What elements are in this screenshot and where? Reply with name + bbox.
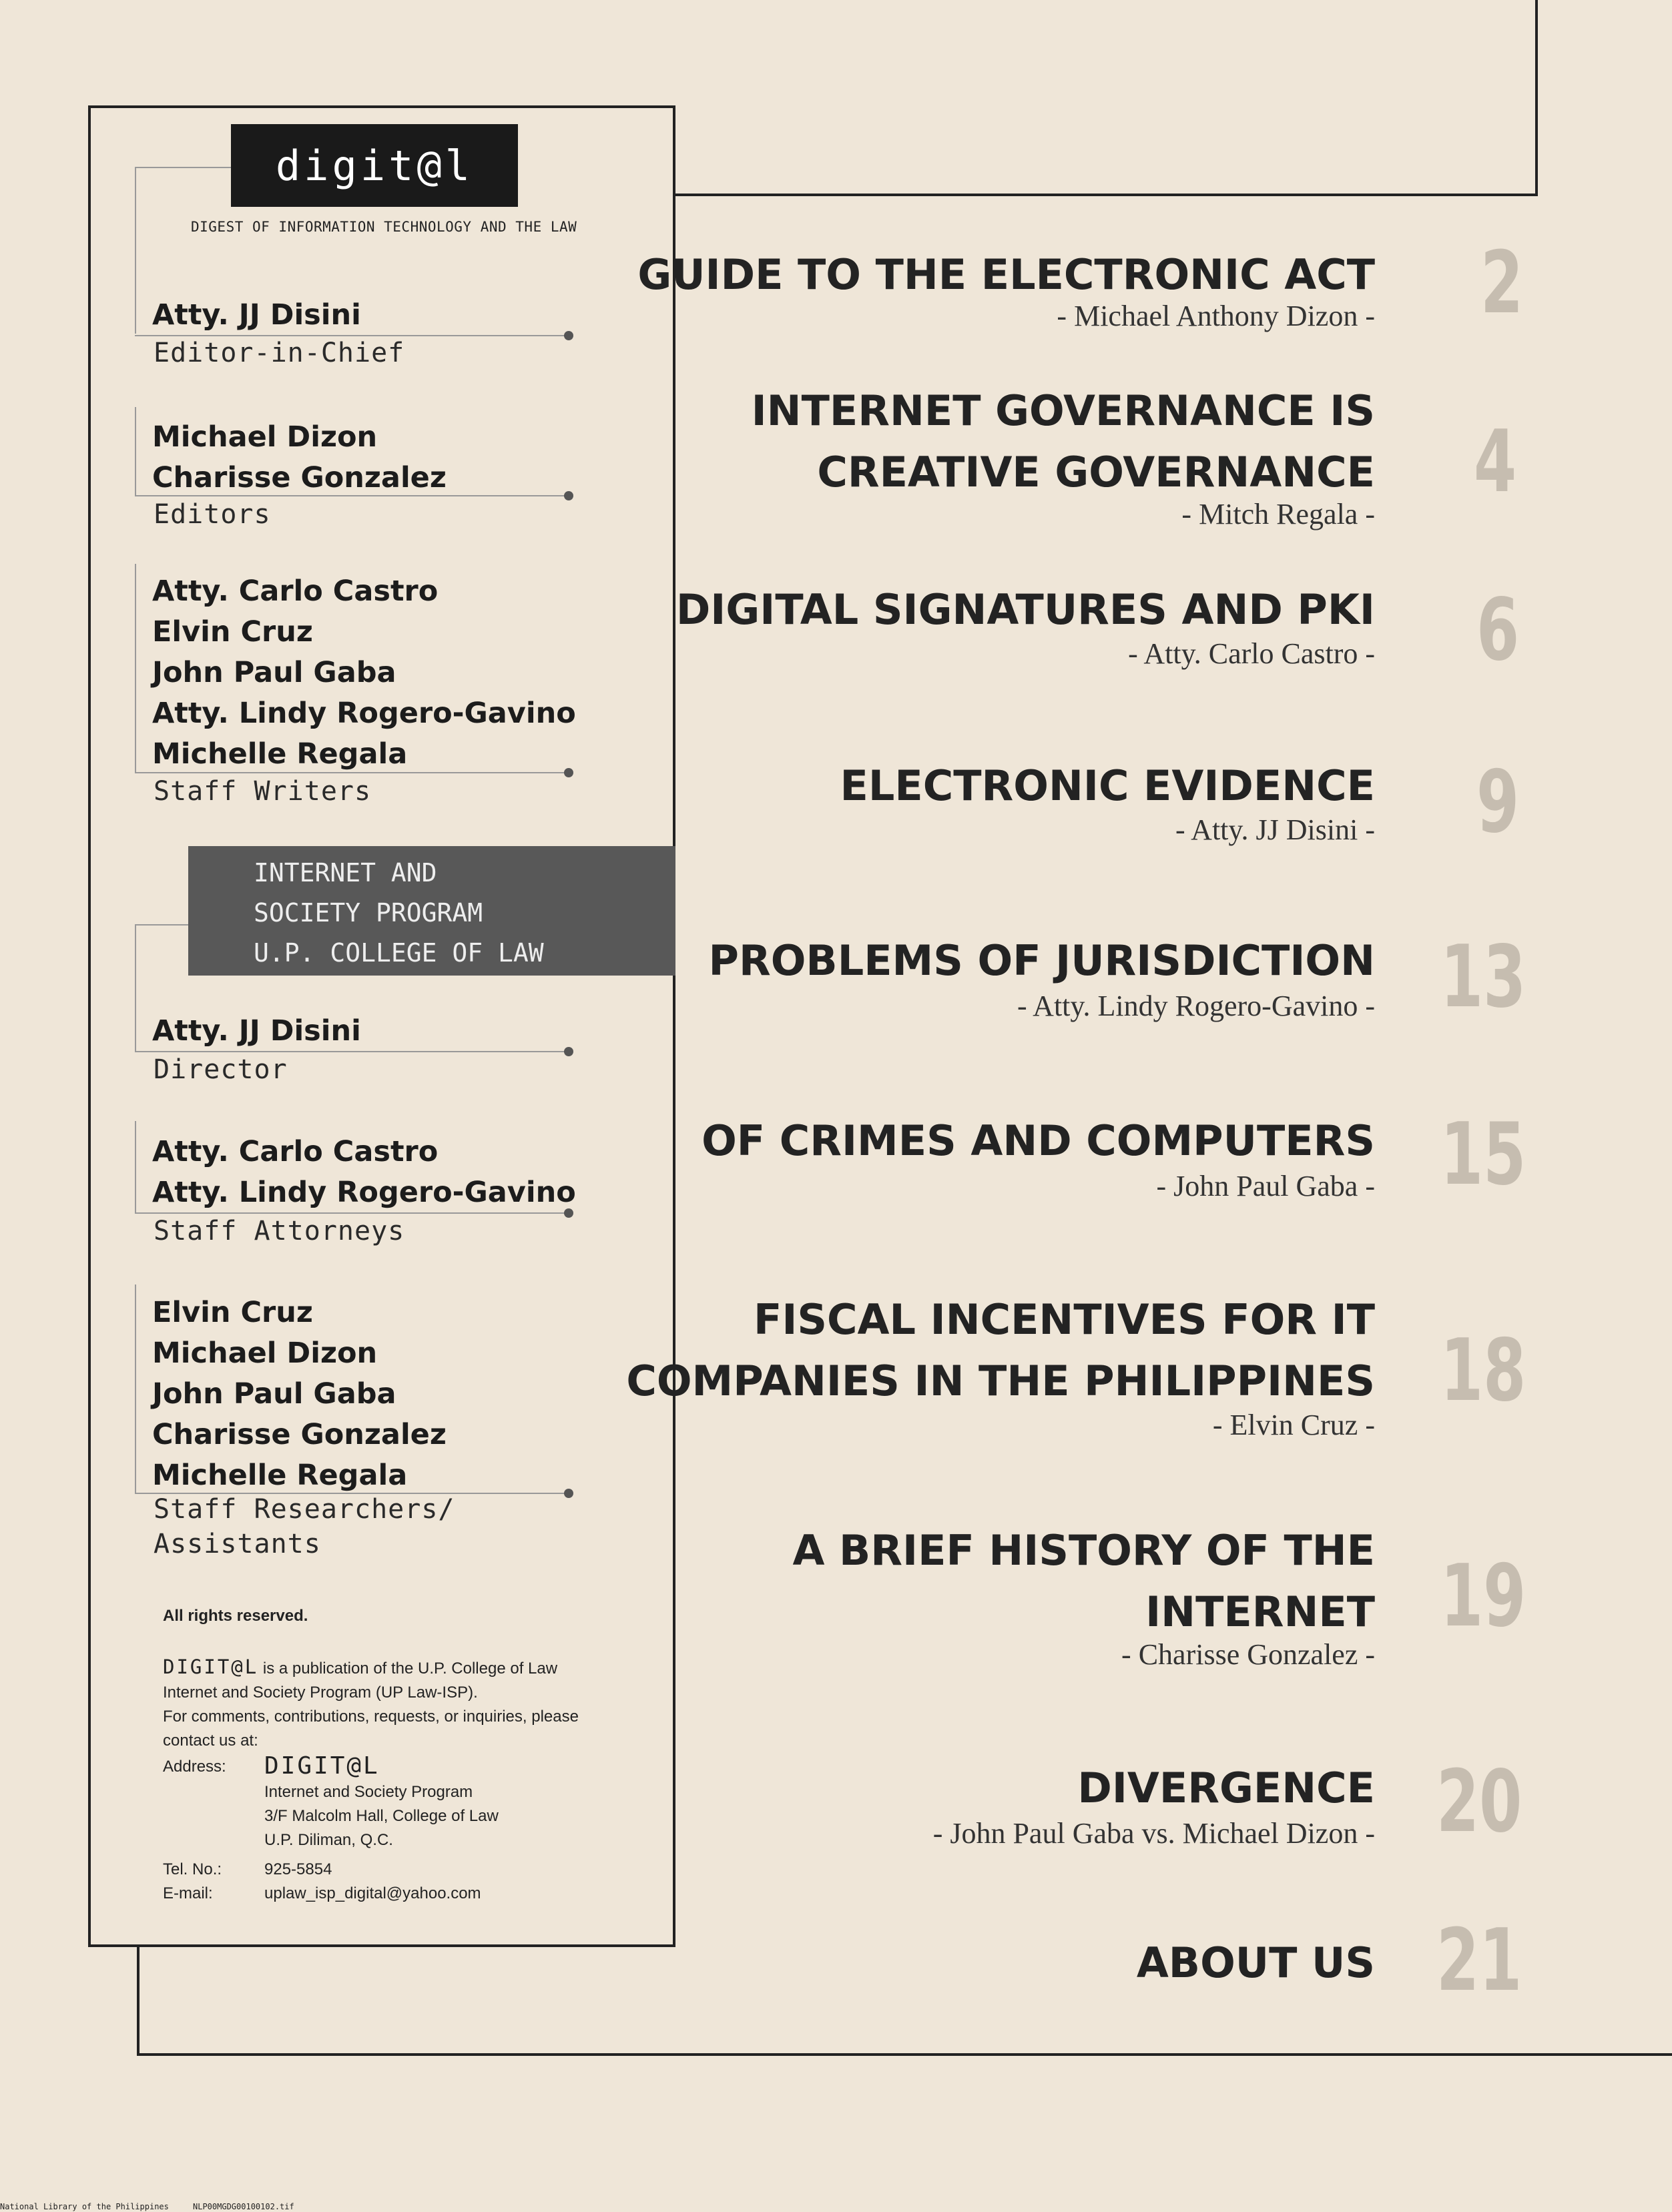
toc-author: - Atty. JJ Disini - <box>1175 813 1375 846</box>
role-line: Assistants <box>154 1529 321 1559</box>
bracket-line <box>135 924 136 1051</box>
toc-title[interactable] <box>702 1110 1375 1172</box>
bracket-line <box>135 1284 136 1493</box>
publication-line: For comments, contributions, requests, or inquiries, please <box>163 1708 579 1726</box>
toc-page-number: 15 <box>1440 1105 1526 1204</box>
email-label: E-mail: <box>163 1884 213 1902</box>
bracket-line <box>135 924 188 926</box>
toc-title-line: A BRIEF HISTORY OF THE <box>792 1526 1375 1575</box>
digital-logo <box>231 124 518 207</box>
toc-page-number: 4 <box>1474 412 1517 512</box>
toc-title-line: INTERNET GOVERNANCE IS <box>751 386 1375 435</box>
staff-name: Atty. Lindy Rogero-Gavino <box>152 1176 576 1209</box>
staff-name: Charisse Gonzalez <box>152 1418 447 1451</box>
toc-author: - Charisse Gonzalez - <box>1121 1638 1375 1671</box>
rights-notice: All rights reserved. <box>163 1607 308 1625</box>
toc-title[interactable] <box>626 1289 1375 1412</box>
bullet-dot <box>564 1047 573 1056</box>
scan-library: National Library of the Philippines <box>0 2202 169 2211</box>
address-line: U.P. Diliman, Q.C. <box>264 1831 393 1849</box>
staff-name: Michael Dizon <box>152 1337 378 1370</box>
toc-page-number: 19 <box>1440 1547 1526 1646</box>
program-staff-names <box>152 1293 447 1496</box>
staff-name: John Paul Gaba <box>152 1377 396 1411</box>
toc-author: - Atty. Lindy Rogero-Gavino - <box>1017 990 1375 1022</box>
digital-wordmark: DIGIT@L <box>163 1655 259 1678</box>
scan-filename: NLP00MGDG00100102.tif <box>193 2202 294 2211</box>
toc-title-line: COMPANIES IN THE PHILIPPINES <box>626 1357 1375 1405</box>
publication-line: contact us at: <box>163 1732 258 1750</box>
staff-name: Charisse Gonzalez <box>152 461 447 494</box>
tel-label: Tel. No.: <box>163 1860 222 1878</box>
bullet-dot <box>564 1489 573 1498</box>
staff-names <box>152 571 576 775</box>
bracket-line <box>135 1121 136 1212</box>
toc-author: - Atty. Carlo Castro - <box>1128 637 1375 670</box>
frame-top-right <box>674 0 1538 196</box>
toc-page-number: 9 <box>1476 753 1520 852</box>
bracket-line <box>135 564 136 772</box>
program-banner <box>188 846 675 976</box>
email-value[interactable]: uplaw_isp_digital@yahoo.com <box>264 1884 481 1902</box>
toc-page-number: 2 <box>1480 234 1524 333</box>
bracket-line <box>135 167 231 168</box>
staff-name: Elvin Cruz <box>152 1296 313 1329</box>
toc-author: - John Paul Gaba vs. Michael Dizon - <box>932 1817 1375 1850</box>
staff-name: Atty. JJ Disini <box>152 298 361 332</box>
logo-text: digit@l <box>275 141 474 190</box>
program-line: U.P. COLLEGE OF LAW <box>254 938 544 968</box>
staff-role <box>154 1492 455 1561</box>
toc-title-line: FISCAL INCENTIVES FOR IT <box>753 1295 1375 1344</box>
publication-line: Internet and Society Program (UP Law-ISP). <box>163 1684 478 1702</box>
publication-text: is a publication of the U.P. College of Law <box>258 1660 558 1678</box>
bracket-line <box>135 167 136 334</box>
digital-wordmark: DIGIT@L <box>264 1752 380 1780</box>
toc-title-line: INTERNET <box>1145 1587 1375 1636</box>
staff-name: Atty. Lindy Rogero-Gavino <box>152 697 576 730</box>
toc-title[interactable] <box>752 380 1375 503</box>
program-line: INTERNET AND <box>254 858 437 887</box>
staff-name: Atty. JJ Disini <box>152 1014 361 1048</box>
publication-line <box>163 1655 643 1681</box>
toc-title-line: OF CRIMES AND COMPUTERS <box>702 1116 1375 1165</box>
scan-caption <box>0 2202 294 2211</box>
staff-name: John Paul Gaba <box>152 656 396 689</box>
staff-name: Atty. Carlo Castro <box>152 1135 439 1168</box>
staff-names <box>152 295 361 336</box>
address-line: 3/F Malcolm Hall, College of Law <box>264 1807 499 1825</box>
staff-role: Staff Attorneys <box>154 1216 405 1246</box>
staff-name: Atty. Carlo Castro <box>152 575 439 608</box>
toc-title-line: DIVERGENCE <box>1077 1764 1375 1812</box>
toc-page-number: 20 <box>1436 1752 1522 1852</box>
staff-name: Michelle Regala <box>152 1459 408 1492</box>
staff-role: Staff Writers <box>154 776 372 807</box>
toc-page-number: 6 <box>1476 581 1520 680</box>
staff-names <box>152 417 447 498</box>
toc-title[interactable] <box>637 244 1375 306</box>
toc-title-line: PROBLEMS OF JURISDICTION <box>708 936 1375 985</box>
program-line: SOCIETY PROGRAM <box>254 898 483 928</box>
program-staff-names <box>152 1011 361 1052</box>
toc-title[interactable] <box>792 1520 1375 1643</box>
tel-value: 925-5854 <box>264 1860 332 1878</box>
toc-title[interactable] <box>1077 1758 1375 1819</box>
publication-note <box>163 1655 643 1753</box>
toc-author: - Michael Anthony Dizon - <box>1057 300 1375 332</box>
bullet-dot <box>564 331 573 340</box>
toc-title-line: CREATIVE GOVERNANCE <box>817 448 1375 496</box>
toc-title[interactable] <box>676 579 1375 641</box>
toc-page-number: 18 <box>1440 1321 1526 1421</box>
toc-title[interactable] <box>1137 1932 1375 1994</box>
staff-role: Director <box>154 1054 288 1085</box>
bullet-dot <box>564 491 573 500</box>
staff-name: Michael Dizon <box>152 420 378 454</box>
staff-role: Editor-in-Chief <box>154 338 405 368</box>
toc-title-line: ELECTRONIC EVIDENCE <box>840 761 1375 810</box>
toc-title-line: DIGITAL SIGNATURES AND PKI <box>675 585 1375 634</box>
bracket-line <box>135 407 136 495</box>
address-block <box>264 1752 499 1852</box>
toc-author: - Elvin Cruz - <box>1212 1409 1375 1441</box>
address-label: Address: <box>163 1758 226 1776</box>
logo-tagline: DIGEST OF INFORMATION TECHNOLOGY AND THE LAW <box>191 219 577 235</box>
toc-page-number: 13 <box>1440 928 1526 1027</box>
toc-title-line: GUIDE TO THE ELECTRONIC ACT <box>637 250 1375 299</box>
staff-name: Michelle Regala <box>152 737 408 771</box>
staff-role: Editors <box>154 499 271 530</box>
role-line: Staff Researchers/ <box>154 1494 455 1525</box>
address-line: Internet and Society Program <box>264 1783 473 1801</box>
toc-page-number: 21 <box>1436 1911 1522 2010</box>
program-staff-names <box>152 1132 576 1213</box>
toc-author: - Mitch Regala - <box>1181 498 1375 530</box>
toc-author: - John Paul Gaba - <box>1156 1170 1375 1202</box>
toc-title-line: ABOUT US <box>1136 1938 1375 1987</box>
toc-title[interactable] <box>840 755 1375 817</box>
toc-title[interactable] <box>709 930 1375 992</box>
staff-name: Elvin Cruz <box>152 615 313 649</box>
